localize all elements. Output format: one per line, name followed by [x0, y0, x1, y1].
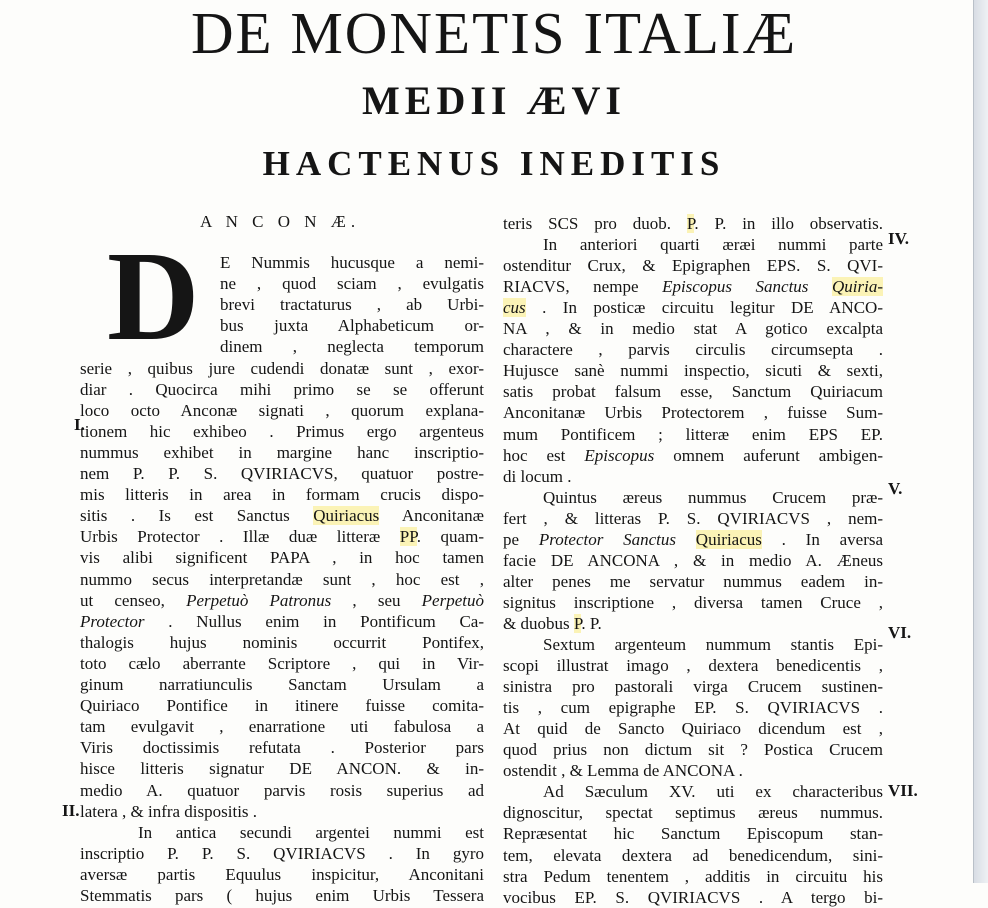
right-text-line: Sextum argenteum nummum stantis Epi-	[543, 635, 883, 654]
left-text-line: inscriptio P. P. S. QVIRIACVS . In gyro	[80, 843, 484, 863]
left-text-line: hisce litteris signatur DE ANCON. & in-	[80, 759, 484, 779]
margin-number-vii: VII.	[888, 781, 918, 800]
left-text-line: nummus exhibet in margine hanc inscriptio-	[80, 442, 484, 462]
right-text-line: Anconitanæ Urbis Protectorem , fuisse Sum-	[503, 403, 883, 423]
left-text-line: nummo secus interpretandæ sunt , hoc est ,	[80, 569, 484, 589]
right-text-line: alter penes me servatur nummus eadem in-	[503, 571, 883, 591]
right-text-line: Quintus æreus nummus Crucem præ-	[543, 487, 883, 507]
page-title: DE MONETIS ITALIÆ	[190, 0, 798, 66]
page-edge-shadow	[973, 0, 988, 883]
margin-number-i: I.	[74, 415, 85, 434]
margin-number-v: V.	[888, 479, 903, 498]
right-text-line: tis , cum epigraphe EP. S. QVIRIACVS .	[503, 698, 883, 718]
drop-cap: D	[107, 225, 200, 367]
left-text-line: Stemmatis pars ( hujus enim Urbis Tessera	[80, 886, 484, 905]
section-heading: A N C O N Æ.	[200, 212, 361, 231]
left-text-line: mis litteris in area in formam crucis dispo-	[80, 485, 484, 505]
margin-number-vi: VI.	[888, 623, 912, 642]
right-text-line: Ad Sæculum XV. uti ex characteribus	[543, 782, 883, 802]
left-text-line: Viris doctissimis refutata . Posterior pars	[80, 738, 484, 758]
left-text-line: thalogis hujus nominis occurrit Pontifex,	[80, 632, 484, 652]
left-text-line: ginum narratiunculis Sanctam Ursulam a	[80, 675, 484, 694]
left-text-line: ut censeo, Perpetuò Patronus , seu Perpetuò	[80, 590, 484, 610]
left-text-line: serie , quibus jure cudendi donatæ sunt , exor-	[80, 358, 484, 378]
right-text-line: signitus inscriptione , diversa tamen Cruce ,	[503, 592, 883, 612]
left-text-line: loco octo Anconæ signati , quorum explana-	[80, 400, 484, 420]
right-text-line: di locum .	[503, 466, 572, 486]
left-text-line: aversæ partis Equulus inspicitur, Anconitani	[80, 864, 484, 884]
margin-number-ii: II.	[62, 801, 80, 820]
left-text-line: diar . Quocirca mihi primo se se offerunt	[80, 379, 484, 399]
left-text-line: In antica secundi argentei nummi est	[138, 822, 484, 842]
right-text-line: dignoscitur, spectat septimus æreus nummus.	[503, 803, 883, 823]
right-text-line: sinistra pro pastorali virga Crucem sustinen-	[503, 677, 883, 697]
left-text-line: toto cælo aberrante Scriptore , qui in Vir-	[80, 653, 484, 673]
left-text-line: vis alibi significent PAPA , in hoc tamen	[80, 548, 484, 568]
right-text-line: pe Protector Sanctus Quiriacus . In aversa	[503, 529, 884, 549]
left-text-line: E Nummis hucusque a nemi-	[220, 253, 484, 272]
right-text-line: ostendit , & Lemma de ANCONA .	[503, 761, 743, 781]
right-text-line: scopi illustrat imago , dextera benedicentis ,	[503, 656, 883, 676]
left-text-line: tionem hic exhibeo . Primus ergo argenteus	[80, 421, 484, 441]
right-text-line: stra Pedum tenentem , additis in circuitu his	[503, 866, 883, 886]
right-text-line: vocibus EP. S. QVIRIACVS . A tergo bi-	[503, 887, 883, 907]
right-text-line: charactere , parvis circulis circumsepta .	[503, 340, 883, 360]
right-text-line: At quid de Sancto Quiriaco dicendum est ,	[503, 719, 883, 739]
margin-number-iv: IV.	[888, 229, 909, 248]
right-text-line: teris SCS pro duob. P. P. in illo observatis.	[503, 214, 883, 233]
right-text-line: quod prius non dictum sit ? Postica Crucem	[503, 740, 883, 760]
page-subtitle-2: HACTENUS INEDITIS	[262, 144, 726, 183]
right-text-line: Repræsentat hic Sanctum Episcopum stan-	[503, 824, 883, 844]
right-text-line: NA , & in medio stat A gotico excalpta	[503, 319, 883, 339]
left-text-line: dinem , neglecta temporum	[220, 337, 484, 356]
right-text-line: Hujusce sanè nummi inspectio, sicuti & sexti,	[503, 361, 883, 381]
right-text-line: RIACVS, nempe Episcopus Sanctus Quiria-	[503, 277, 883, 297]
left-text-line: medio A. quatuor parvis rosis superius ad	[80, 780, 484, 800]
right-text-line: & duobus P. P.	[503, 613, 602, 633]
left-text-line: Urbis Protector . Illæ duæ litteræ PP. quam-	[80, 527, 484, 547]
right-text-line: fert , & litteras P. S. QVIRIACVS , nem-	[503, 508, 883, 528]
right-text-line: cus . In posticæ circuitu legitur DE ANCO-	[503, 298, 883, 318]
right-text-line: satis probat falsum esse, Sanctum Quiriacum	[503, 382, 883, 402]
left-text-line: Quiriaco Pontifice in itinere fuisse comita-	[80, 696, 484, 716]
right-text-line: hoc est Episcopus omnem auferunt ambigen-	[503, 445, 883, 465]
right-text-line: In anteriori quarti æræi nummi parte	[543, 235, 883, 255]
right-text-line: mum Pontificem ; litteræ enim EPS EP.	[503, 424, 883, 444]
left-text-line: nem P. P. S. QVIRIACVS, quatuor postre-	[80, 464, 484, 483]
right-text-line: ostenditur Crux, & Epigraphen EPS. S. QVI-	[503, 256, 883, 276]
left-text-line: bus juxta Alphabeticum or-	[220, 316, 484, 335]
right-text-line: facie DE ANCONA , & in medio A. Æneus	[503, 550, 883, 570]
left-text-line: ne , quod sciam , evulgatis	[220, 274, 484, 293]
right-text-line: tem, elevata dextera ad benedicendum, sini-	[503, 845, 883, 865]
left-text-line: Protector . Nullus enim in Pontificum Ca-	[80, 611, 484, 631]
page-subtitle: MEDII ÆVI	[362, 78, 626, 123]
left-text-line: tam evulgavit , enarratione uti fabulosa a	[80, 717, 484, 737]
left-text-line: latera , & infra dispositis .	[80, 801, 258, 821]
left-text-line: sitis . Is est Sanctus Quiriacus Anconitanæ	[80, 506, 484, 526]
left-text-line: brevi tractaturus , ab Urbi-	[220, 295, 484, 314]
